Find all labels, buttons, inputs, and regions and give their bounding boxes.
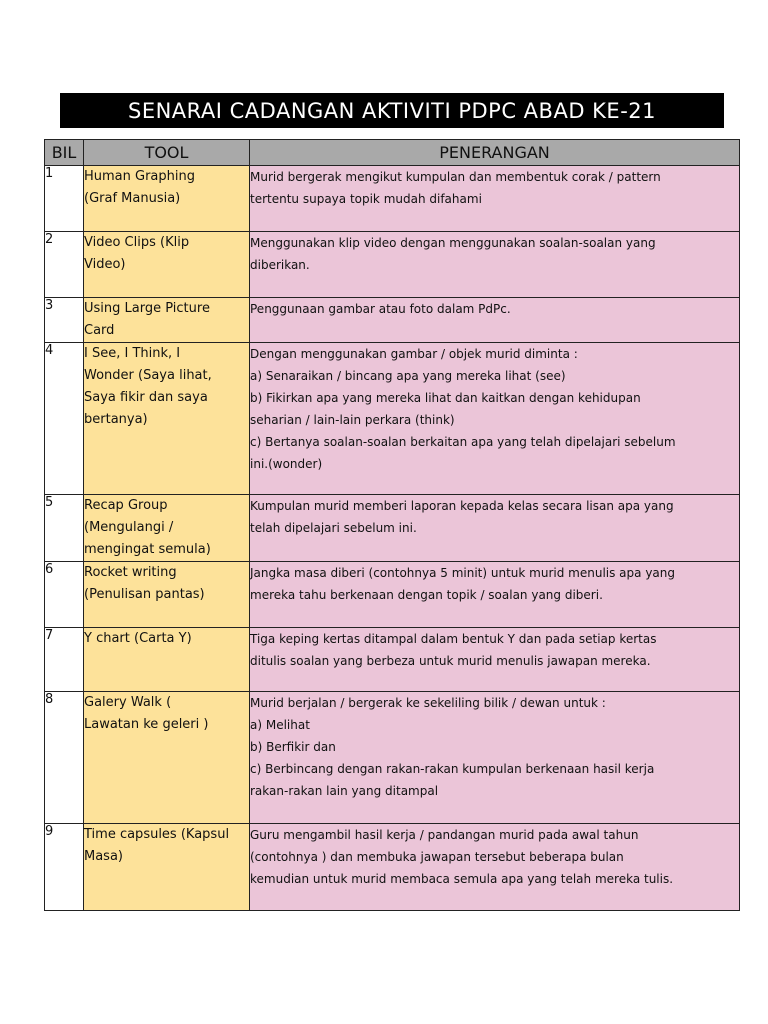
table-row — [45, 824, 740, 911]
description-line: Jangka masa diberi (contohnya 5 minit) untuk murid menulis apa yang — [250, 566, 675, 580]
tool-name-line: Video) — [84, 257, 126, 272]
tool-name-line: (Mengulangi / — [84, 520, 174, 535]
description-line: Guru mengambil hasil kerja / pandangan murid pada awal tahun — [250, 828, 639, 842]
tool-cell — [84, 628, 250, 692]
description-line: c) Berbincang dengan rakan-rakan kumpulan berkenaan hasil kerja — [250, 762, 655, 776]
tool-name-line: Wonder (Saya lihat, — [84, 368, 212, 383]
tool-cell — [84, 343, 250, 495]
description-cell — [250, 166, 740, 232]
tool-name-line: (Penulisan pantas) — [84, 587, 205, 602]
description-cell — [250, 232, 740, 298]
tool-name-line: Card — [84, 323, 115, 338]
table-row — [45, 692, 740, 824]
description-cell — [250, 824, 740, 911]
description-line: c) Bertanya soalan-soalan berkaitan apa yang telah dipelajari sebelum — [250, 435, 676, 449]
table-row — [45, 232, 740, 298]
description-line: kemudian untuk murid membaca semula apa yang telah mereka tulis. — [250, 872, 674, 886]
description-line: b) Berfikir dan — [250, 740, 336, 754]
tool-name-line: Galery Walk ( — [84, 695, 172, 710]
description-cell — [250, 495, 740, 562]
description-line: Kumpulan murid memberi laporan kepada kelas secara lisan apa yang — [250, 499, 674, 513]
description-line: Menggunakan klip video dengan menggunakan soalan-soalan yang — [250, 236, 656, 250]
table-row — [45, 562, 740, 628]
tool-name-line: Y chart (Carta Y) — [84, 631, 192, 646]
table-row — [45, 166, 740, 232]
header-tool: TOOL — [84, 140, 250, 166]
description-line: ditulis soalan yang berbeza untuk murid menulis jawapan mereka. — [250, 654, 651, 668]
tool-cell — [84, 166, 250, 232]
description-line: tertentu supaya topik mudah difahami — [250, 192, 482, 206]
description-line: b) Fikirkan apa yang mereka lihat dan kaitkan dengan kehidupan — [250, 391, 641, 405]
description-cell — [250, 562, 740, 628]
description-line: Murid bergerak mengikut kumpulan dan membentuk corak / pattern — [250, 170, 661, 184]
description-line: telah dipelajari sebelum ini. — [250, 521, 417, 535]
tool-name-line: Human Graphing — [84, 169, 195, 184]
row-number: 3 — [45, 298, 84, 343]
tool-cell — [84, 692, 250, 824]
description-line: a) Senaraikan / bincang apa yang mereka lihat (see) — [250, 369, 566, 383]
row-number: 8 — [45, 692, 84, 824]
tool-cell — [84, 824, 250, 911]
tool-name-line: Recap Group — [84, 498, 168, 513]
table-row — [45, 495, 740, 562]
description-line: mereka tahu berkenaan dengan topik / soalan yang diberi. — [250, 588, 603, 602]
tool-name-line: (Graf Manusia) — [84, 191, 181, 206]
tool-name-line: mengingat semula) — [84, 542, 211, 557]
description-line: Murid berjalan / bergerak ke sekeliling bilik / dewan untuk : — [250, 696, 606, 710]
tool-name-line: Video Clips (Klip — [84, 235, 190, 250]
description-line: Dengan menggunakan gambar / objek murid diminta : — [250, 347, 578, 361]
description-cell — [250, 628, 740, 692]
table-row — [45, 298, 740, 343]
row-number: 6 — [45, 562, 84, 628]
row-number: 7 — [45, 628, 84, 692]
tool-cell — [84, 562, 250, 628]
description-line: diberikan. — [250, 258, 310, 272]
table-row — [45, 628, 740, 692]
page-title: SENARAI CADANGAN AKTIVITI PDPC ABAD KE-21 — [60, 93, 724, 128]
row-number: 1 — [45, 166, 84, 232]
description-line: rakan-rakan lain yang ditampal — [250, 784, 439, 798]
tool-cell — [84, 495, 250, 562]
row-number: 4 — [45, 343, 84, 495]
header-desc: PENERANGAN — [250, 140, 740, 166]
description-line: Penggunaan gambar atau foto dalam PdPc. — [250, 302, 511, 316]
tool-name-line: Using Large Picture — [84, 301, 210, 316]
activity-table — [44, 139, 740, 911]
header-bil: BIL — [45, 140, 84, 166]
description-line: Tiga keping kertas ditampal dalam bentuk Y dan pada setiap kertas — [250, 632, 657, 646]
tool-name-line: Lawatan ke geleri ) — [84, 717, 209, 732]
tool-name-line: Masa) — [84, 849, 123, 864]
tool-name-line: Time capsules (Kapsul — [84, 827, 230, 842]
description-line: seharian / lain-lain perkara (think) — [250, 413, 455, 427]
description-line: a) Melihat — [250, 718, 310, 732]
tool-cell — [84, 232, 250, 298]
description-cell — [250, 343, 740, 495]
table-header-row — [45, 140, 740, 166]
description-line: (contohnya ) dan membuka jawapan tersebut beberapa bulan — [250, 850, 624, 864]
description-cell — [250, 692, 740, 824]
tool-cell — [84, 298, 250, 343]
row-number: 2 — [45, 232, 84, 298]
row-number: 5 — [45, 495, 84, 562]
description-cell — [250, 298, 740, 343]
tool-name-line: Saya fikir dan saya — [84, 390, 208, 405]
tool-name-line: Rocket writing — [84, 565, 177, 580]
tool-name-line: I See, I Think, I — [84, 346, 181, 361]
tool-name-line: bertanya) — [84, 412, 148, 427]
row-number: 9 — [45, 824, 84, 911]
description-line: ini.(wonder) — [250, 457, 323, 471]
table-row — [45, 343, 740, 495]
